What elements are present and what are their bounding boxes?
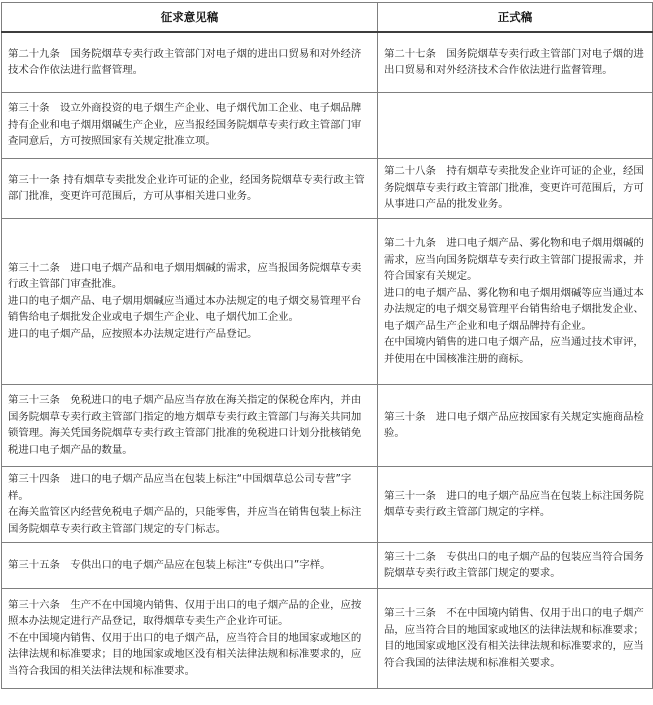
final-paragraph: 第二十八条 持有烟草专卖批发企业许可证的企业，经国务院烟草专卖行政主管部门批准，变更许可范围后，方可从事进口产品的批发业务。 — [384, 165, 644, 211]
table-row — [2, 542, 653, 588]
draft-paragraph: 第三十四条 进口的电子烟产品应当在包装上标注“中国烟草总公司专营”字样。 — [8, 473, 352, 502]
draft-paragraph: 进口的电子烟产品、电子烟用烟碱应当通过本办法规定的电子烟交易管理平台销售给电子烟批发企业或电子烟生产企业、电子烟代加工企业。 — [8, 294, 362, 324]
table-row — [2, 466, 653, 542]
draft-cell — [2, 32, 378, 92]
draft-cell — [2, 466, 378, 542]
draft-paragraph: 在海关监管区内经营免税电子烟产品的，只能零售，并应当在销售包装上标注国务院烟草专卖行政主管部门规定的专门标志。 — [8, 506, 362, 535]
table-row — [2, 92, 653, 158]
draft-paragraph: 第三十二条 进口电子烟产品和电子烟用烟碱的需求，应当报国务院烟草专卖行政主管部门审查批准。 — [8, 261, 362, 291]
final-cell — [378, 218, 653, 384]
table-row — [2, 158, 653, 218]
table-row — [2, 32, 653, 92]
draft-paragraph: 第二十九条 国务院烟草专卖行政主管部门对电子烟的进出口贸易和对外经济技术合作依法进行监督管理。 — [8, 47, 362, 77]
comparison-table — [1, 2, 653, 689]
table-row — [2, 384, 653, 466]
draft-cell — [2, 384, 378, 466]
final-cell — [378, 588, 653, 688]
draft-cell — [2, 588, 378, 688]
final-cell — [378, 92, 653, 158]
final-cell — [378, 158, 653, 218]
final-paragraph: 第三十一条 进口的电子烟产品应当在包装上标注国务院烟草专卖行政主管部门规定的字样。 — [384, 489, 644, 518]
final-paragraph: 第三十二条 专供出口的电子烟产品的包装应当符合国务院烟草专卖行政主管部门规定的要求。 — [384, 550, 644, 579]
final-paragraph: 第三十三条 不在中国境内销售、仅用于出口的电子烟产品，应当符合目的地国家或地区的法律法规和标准要求；目的地国家或地区没有相关法律法规和标准要求的，应当符合我国的法律法规和标准相关要求。 — [384, 607, 644, 669]
draft-cell — [2, 92, 378, 158]
header-row — [2, 3, 653, 33]
final-paragraph: 第二十九条 进口电子烟产品、雾化物和电子烟用烟碱的需求，应当向国务院烟草专卖行政主管部门提报需求，并符合国家有关规定。 — [384, 237, 644, 282]
draft-paragraph: 第三十条 设立外商投资的电子烟生产企业、电子烟代加工企业、电子烟品牌持有企业和电子烟用烟碱生产企业，应当报经国务院烟草专卖行政主管部门审查同意后，方可按照国家有关规定批准立项。 — [8, 102, 362, 148]
draft-paragraph: 不在中国境内销售、仅用于出口的电子烟产品，应当符合目的地国家或地区的法律法规和标准要求；目的地国家或地区没有相关法律法规和标准要求的，应当符合我国的相关法律法规和标准要求。 — [8, 631, 362, 677]
final-paragraph: 进口的电子烟产品、雾化物和电子烟用烟碱等应当通过本办法规定的电子烟交易管理平台销售给电子烟批发企业、电子烟产品生产企业和电子烟品牌持有企业。 — [384, 286, 644, 332]
draft-cell — [2, 218, 378, 384]
final-paragraph: 在中国境内销售的进口电子烟产品，应当通过技术审评，并使用在中国核准注册的商标。 — [384, 336, 644, 365]
final-cell — [378, 542, 653, 588]
draft-paragraph: 进口的电子烟产品，应按照本办法规定进行产品登记。 — [8, 327, 258, 340]
header-draft: 征求意见稿 — [2, 3, 378, 33]
final-paragraph: 第二十七条 国务院烟草专卖行政主管部门对电子烟的进出口贸易和对外经济技术合作依法进行监督管理。 — [384, 47, 644, 77]
table-row — [2, 588, 653, 688]
table-row — [2, 218, 653, 384]
draft-cell — [2, 542, 378, 588]
final-cell — [378, 466, 653, 542]
draft-paragraph: 第三十六条 生产不在中国境内销售、仅用于出口的电子烟产品的企业，应按照本办法规定进行产品登记，取得烟草专卖生产企业许可证。 — [8, 598, 362, 628]
draft-cell — [2, 158, 378, 218]
draft-paragraph: 第三十五条 专供出口的电子烟产品应在包装上标注“专供出口”字样。 — [8, 558, 331, 571]
final-cell — [378, 32, 653, 92]
draft-paragraph: 第三十一条 持有烟草专卖批发企业许可证的企业，经国务院烟草专卖行政主管部门批准，变更许可范围后，方可从事相关进口业务。 — [8, 173, 365, 202]
draft-paragraph: 第三十三条 免税进口的电子烟产品应当存放在海关指定的保税仓库内，并由国务院烟草专卖行政主管部门指定的地方烟草专卖行政主管部门与海关共同加锁管理。海关凭国务院烟草专卖行政主管部门批准的免税进口计划分批核销免税进口电子烟产品的数量。 — [8, 394, 362, 456]
final-paragraph: 第三十条 进口电子烟产品应按国家有关规定实施商品检验。 — [384, 410, 644, 439]
table-body — [2, 32, 653, 688]
final-cell — [378, 384, 653, 466]
header-final: 正式稿 — [378, 3, 653, 33]
